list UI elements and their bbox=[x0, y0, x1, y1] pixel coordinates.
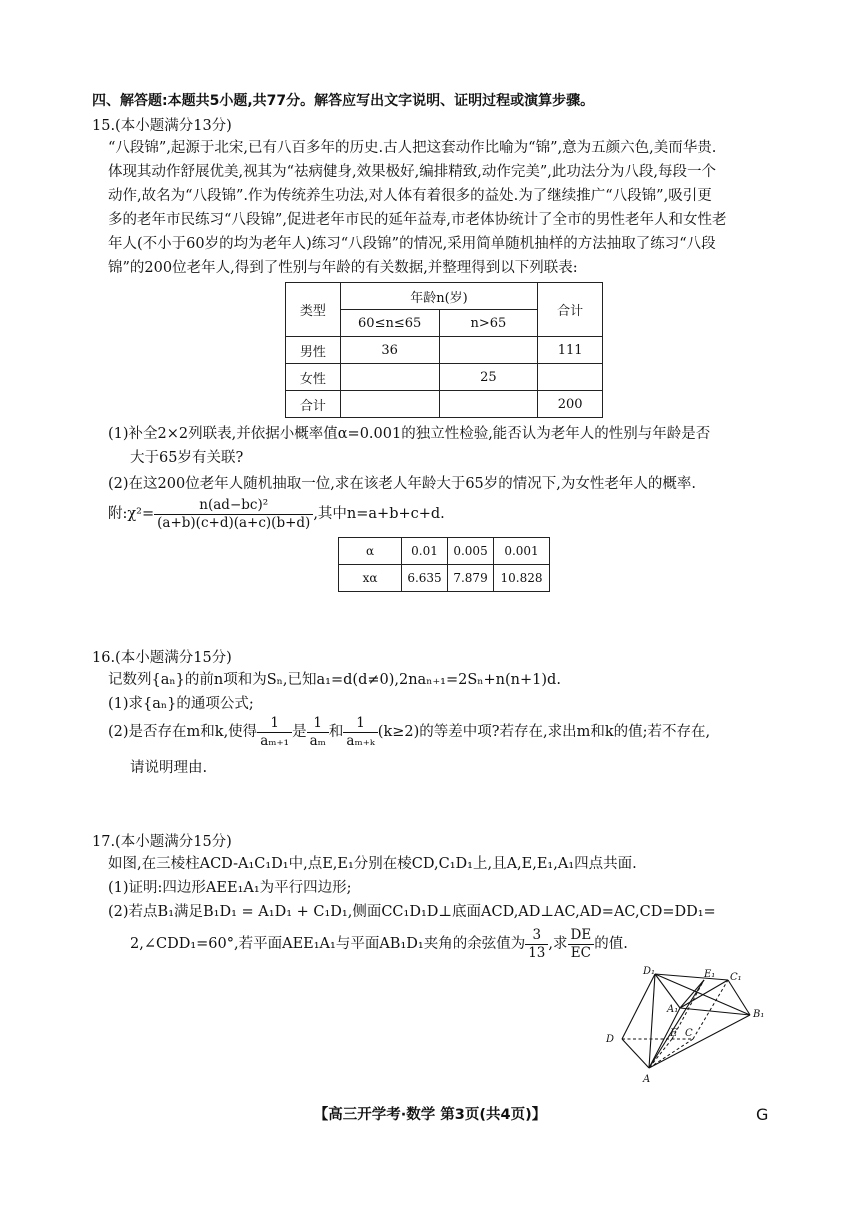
table-cell bbox=[340, 364, 439, 391]
page-mark: G bbox=[756, 1105, 769, 1124]
cosine-num: 3 bbox=[525, 927, 548, 945]
table-cell: 10.828 bbox=[494, 565, 550, 592]
fraction-1-num: 1 bbox=[257, 715, 292, 733]
formula-denominator: (a+b)(c+d)(a+c)(b+d) bbox=[157, 514, 311, 531]
edge-a1-b1 bbox=[680, 1008, 750, 1015]
q16-part-2 bbox=[108, 712, 808, 752]
q15-part-1 bbox=[108, 422, 798, 470]
q15-line-6: 锦”的200位老年人,得到了性别与年龄的有关数据,并整理得到以下列联表: bbox=[108, 260, 578, 276]
fraction-2 bbox=[307, 715, 329, 750]
formula-suffix: ,其中n=a+b+c+d. bbox=[313, 506, 445, 522]
table-cell: 111 bbox=[538, 337, 603, 364]
ratio-fraction bbox=[568, 927, 595, 962]
q15-line-5: 年人(不小于60岁的均为老年人)练习“八段锦”的情况,采用简单随机抽样的方法抽取了练习“八段 bbox=[108, 236, 716, 252]
q15-line-1: “八段锦”,起源于北宋,已有八百多年的历史.古人把这套动作比喻为“锦”,意为五颜六色,美而华贵. bbox=[108, 140, 717, 156]
q15-part-1-line-2: 大于65岁有关联? bbox=[130, 450, 244, 466]
fraction-3-num: 1 bbox=[343, 715, 377, 733]
edge-d-a bbox=[622, 1039, 649, 1068]
chi-square-fraction bbox=[154, 497, 313, 532]
alpha-label: α bbox=[339, 538, 402, 565]
label-a: A bbox=[643, 1074, 651, 1085]
x-alpha-label: xα bbox=[339, 565, 402, 592]
q15-line-2: 体现其动作舒展优美,视其为“祛病健身,效果极好,编排精致,动作完美”,此功法分为八段,每段一个 bbox=[108, 164, 716, 180]
fraction-2-den: aₘ bbox=[309, 732, 326, 749]
ratio-num: DE bbox=[568, 927, 595, 945]
q17-part-2-line-1: (2)若点B₁满足B₁D₁ = A₁D₁ + C₁D₁,侧面CC₁D₁D⊥底面ACD,AD⊥AC,AD=AC,CD=DD₁= bbox=[108, 904, 716, 920]
q16-header: 16.(本小题满分15分) bbox=[92, 650, 232, 666]
formula-prefix: 附:χ²= bbox=[108, 506, 155, 522]
age-header: 年龄n(岁) bbox=[340, 283, 537, 310]
ratio-den: EC bbox=[570, 944, 591, 961]
cosine-fraction bbox=[525, 927, 548, 962]
fraction-1-den: aₘ₊₁ bbox=[260, 732, 290, 749]
label-d1: D₁ bbox=[643, 966, 656, 977]
q15-header: 15.(本小题满分13分) bbox=[92, 118, 232, 134]
contingency-table bbox=[285, 282, 603, 418]
age-col-2: n>65 bbox=[439, 310, 538, 337]
edge-d1-a bbox=[649, 974, 655, 1068]
q17-part-2-text-b: 2,∠CDD₁=60°,若平面AEE₁A₁与平面AB₁D₁夹角的余弦值为 bbox=[130, 936, 526, 952]
fraction-3 bbox=[343, 715, 377, 750]
label-e1: E₁ bbox=[704, 969, 716, 980]
row-label: 女性 bbox=[286, 364, 341, 391]
page-footer: 【高三开学考·数学 第3页(共4页)】 bbox=[313, 1107, 547, 1123]
q15-part-2: (2)在这200位老年人随机抽取一位,求在该老人年龄大于65岁的情况下,为女性老年人的概率. bbox=[108, 476, 696, 492]
table-row bbox=[286, 391, 603, 418]
q17-part-2-text-d: 的值. bbox=[594, 936, 628, 952]
age-col-1: 60≤n≤65 bbox=[340, 310, 439, 337]
label-c1: C₁ bbox=[730, 972, 742, 983]
total-header: 合计 bbox=[538, 283, 603, 337]
q16-part-2-text-d: (k≥2)的等差中项?若存在,求出m和k的值;若不存在, bbox=[377, 724, 711, 740]
label-c: C bbox=[685, 1028, 693, 1039]
table-cell: 0.005 bbox=[448, 538, 494, 565]
edge-a-b1 bbox=[649, 1015, 750, 1068]
q17-part-2-text-c: ,求 bbox=[548, 936, 568, 952]
critical-value-table bbox=[338, 537, 550, 592]
table-cell: 200 bbox=[538, 391, 603, 418]
q16-part-2-text-c: 和 bbox=[328, 724, 344, 740]
q15-line-4: 多的老年市民练习“八段锦”,促进老年市民的延年益寿,市老体协统计了全市的男性老年人和女性老 bbox=[108, 212, 727, 228]
formula-numerator: n(ad−bc)² bbox=[154, 497, 313, 515]
label-a1: A₁ bbox=[667, 1004, 679, 1015]
q15-stem bbox=[108, 136, 788, 280]
prism-figure bbox=[600, 962, 780, 1087]
table-cell bbox=[340, 391, 439, 418]
fraction-2-num: 1 bbox=[307, 715, 329, 733]
prism-edges bbox=[622, 974, 750, 1068]
q17-part-2-line-2 bbox=[130, 924, 820, 964]
row-label: 合计 bbox=[286, 391, 341, 418]
row-label: 男性 bbox=[286, 337, 341, 364]
table-cell bbox=[538, 364, 603, 391]
q17-line-1: 如图,在三棱柱ACD-A₁C₁D₁中,点E,E₁分别在棱CD,C₁D₁上,且A,E,E₁,A₁四点共面. bbox=[108, 856, 637, 872]
table-cell: 25 bbox=[439, 364, 538, 391]
edge-c-a bbox=[649, 1039, 693, 1068]
table-row bbox=[286, 337, 603, 364]
table-cell bbox=[439, 391, 538, 418]
q16-part-2-text-b: 是 bbox=[292, 724, 307, 740]
q16-part-1: (1)求{aₙ}的通项公式; bbox=[108, 696, 254, 712]
edge-e-a bbox=[649, 1039, 672, 1068]
label-d: D bbox=[606, 1034, 615, 1045]
fraction-3-den: aₘ₊ₖ bbox=[346, 732, 375, 749]
label-e: E bbox=[670, 1028, 678, 1039]
table-cell: 6.635 bbox=[402, 565, 448, 592]
fraction-1 bbox=[257, 715, 292, 750]
cosine-den: 13 bbox=[528, 944, 546, 961]
table-cell: 0.01 bbox=[402, 538, 448, 565]
table-cell: 0.001 bbox=[494, 538, 550, 565]
type-header: 类型 bbox=[286, 283, 341, 337]
section-header: 四、解答题:本题共5小题,共77分。解答应写出文字说明、证明过程或演算步骤。 bbox=[92, 93, 595, 109]
q15-part-1-line-1: (1)补全2×2列联表,并依据小概率值α=0.001的独立性检验,能否认为老年人的性别与年龄是否 bbox=[108, 426, 711, 442]
q16-line-1: 记数列{aₙ}的前n项和为Sₙ,已知a₁=d(d≠0),2naₙ₊₁=2Sₙ+n(n+1)d. bbox=[108, 672, 561, 688]
table-cell bbox=[439, 337, 538, 364]
table-cell: 7.879 bbox=[448, 565, 494, 592]
q17-header: 17.(本小题满分15分) bbox=[92, 834, 232, 850]
edge-a-e1 bbox=[649, 980, 704, 1068]
q15-line-3: 动作,故名为“八段锦”.作为传统养生功法,对人体有着很多的益处.为了继续推广“八段锦”,吸引更 bbox=[108, 188, 712, 204]
q17-part-1: (1)证明:四边形AEE₁A₁为平行四边形; bbox=[108, 880, 352, 896]
table-row bbox=[286, 364, 603, 391]
q16-part-2-cont: 请说明理由. bbox=[130, 760, 208, 776]
edge-d1-d bbox=[622, 974, 655, 1039]
table-cell: 36 bbox=[340, 337, 439, 364]
label-b1: B₁ bbox=[753, 1009, 765, 1020]
q16-part-2-text-a: (2)是否存在m和k,使得 bbox=[108, 724, 258, 740]
edge-a1-c1 bbox=[680, 980, 728, 1008]
q15-formula bbox=[108, 496, 798, 532]
